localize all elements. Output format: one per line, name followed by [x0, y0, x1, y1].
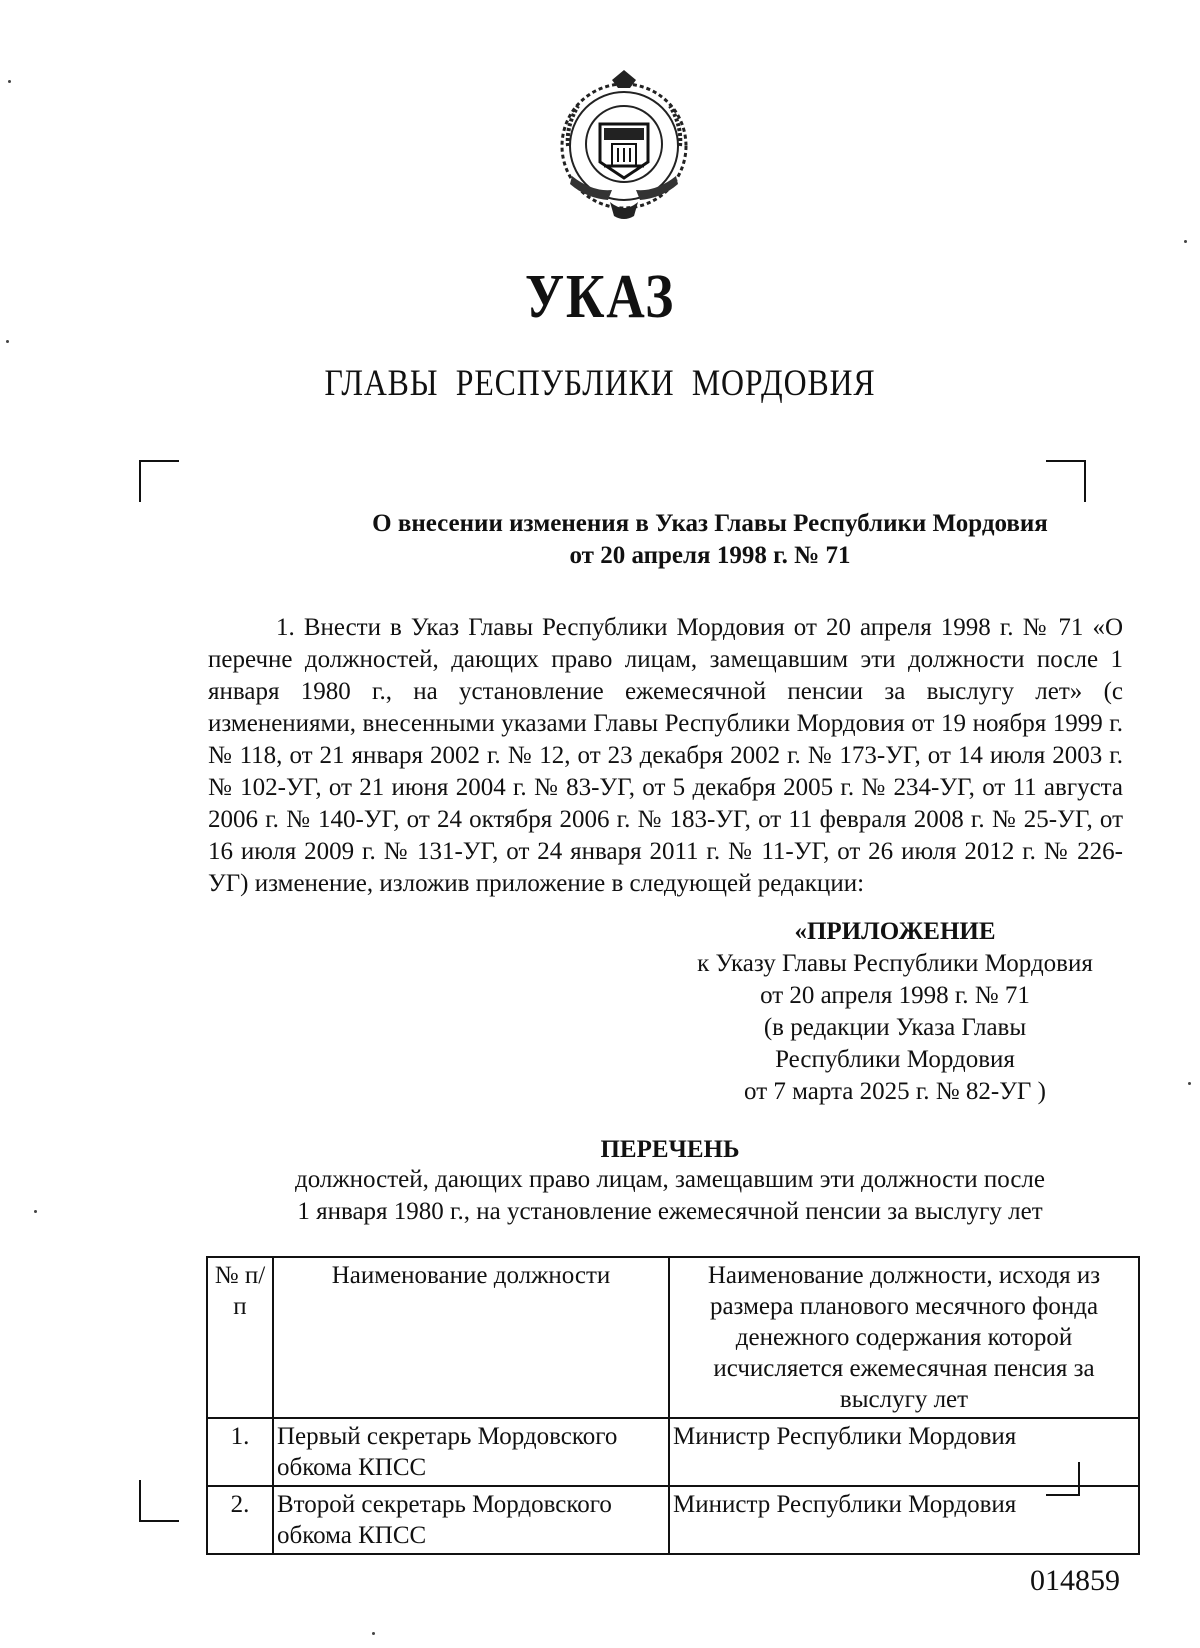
- appendix-block: [660, 916, 1130, 1108]
- header-related-position: Наименование должности, исходя из размера планового месячного фонда денежного содержания которой исчисляется ежемесячная пенсия за выслугу лет: [669, 1257, 1139, 1418]
- heading-line-1: О внесении изменения в Указ Главы Республики Мордовия: [372, 510, 1048, 537]
- scan-speck: [1184, 240, 1187, 243]
- decree-heading: [280, 508, 1140, 572]
- scan-speck: [34, 1210, 37, 1213]
- corner-mark-bottom-right: [1046, 1462, 1080, 1496]
- appendix-title: «ПРИЛОЖЕНИЕ: [794, 918, 996, 945]
- scan-speck: [372, 1632, 375, 1635]
- row-num: 1.: [207, 1418, 273, 1486]
- row-position-name: Первый секретарь Мордовского обкома КПСС: [273, 1418, 669, 1486]
- list-description-line-2: 1 января 1980 г., на установление ежемесячной пенсии за выслугу лет: [297, 1198, 1043, 1225]
- decree-paragraph: 1. Внести в Указ Главы Республики Мордовия от 20 апреля 1998 г. № 71 «О перечне должностей, дающих право лицам, замещавшим эти должности после 1 января 1980 г., на установление ежемесячной пенсии за выслугу лет» (с изменениями, внесенными указами Главы Республики Мордовия от 19 ноября 1999 г. № 118, от 21 января 2002 г. № 12, от 23 декабря 2002 г. № 173-УГ, от 14 июля 2003 г. № 102-УГ, от 21 июня 2004 г. № 83-УГ, от 5 декабря 2005 г. № 234-УГ, от 11 августа 2006 г. № 140-УГ, от 24 октября 2006 г. № 183-УГ, от 11 февраля 2008 г. № 25-УГ, от 16 июля 2009 г. № 131-УГ, от 24 января 2011 г. № 11-УГ, от 26 июля 2012 г. № 226-УГ) изменение, изложив приложение в следующей редакции:: [208, 614, 1123, 897]
- row-position-name: Второй секретарь Мордовского обкома КПСС: [273, 1486, 669, 1554]
- document-title: УКАЗ: [524, 263, 675, 331]
- table-row: [207, 1486, 1139, 1554]
- list-title: ПЕРЕЧЕНЬ: [600, 1136, 740, 1163]
- scan-speck: [1188, 1082, 1191, 1085]
- document-serial-number: 014859: [1030, 1564, 1120, 1597]
- scan-speck: [6, 340, 9, 343]
- header-position-name: Наименование должности: [273, 1257, 669, 1418]
- list-description: [240, 1164, 1100, 1228]
- appendix-line-5: от 7 марта 2025 г. № 82-УГ ): [744, 1078, 1046, 1105]
- table-header-row: [207, 1257, 1139, 1418]
- appendix-line-2: от 20 апреля 1998 г. № 71: [760, 982, 1030, 1009]
- positions-table: [206, 1256, 1140, 1555]
- row-related-position: Министр Республики Мордовия: [669, 1418, 1139, 1486]
- appendix-line-3: (в редакции Указа Главы: [763, 1014, 1027, 1041]
- corner-mark-bottom-left: [139, 1480, 179, 1522]
- document-subtitle: ГЛАВЫ РЕСПУБЛИКИ МОРДОВИЯ: [324, 363, 876, 404]
- list-description-line-1: должностей, дающих право лицам, замещавшим эти должности после: [295, 1166, 1045, 1193]
- heading-line-2: от 20 апреля 1998 г. № 71: [569, 542, 851, 569]
- row-related-position: Министр Республики Мордовия: [669, 1486, 1139, 1554]
- table-row: [207, 1418, 1139, 1486]
- appendix-line-1: к Указу Главы Республики Мордовия: [697, 950, 1093, 977]
- corner-mark-top-right: [1046, 460, 1086, 502]
- coat-of-arms-icon: [552, 66, 696, 224]
- corner-mark-top-left: [139, 460, 179, 502]
- header-num: № п/п: [207, 1257, 273, 1418]
- scan-speck: [8, 80, 11, 83]
- appendix-line-4: Республики Мордовия: [775, 1046, 1015, 1073]
- row-num: 2.: [207, 1486, 273, 1554]
